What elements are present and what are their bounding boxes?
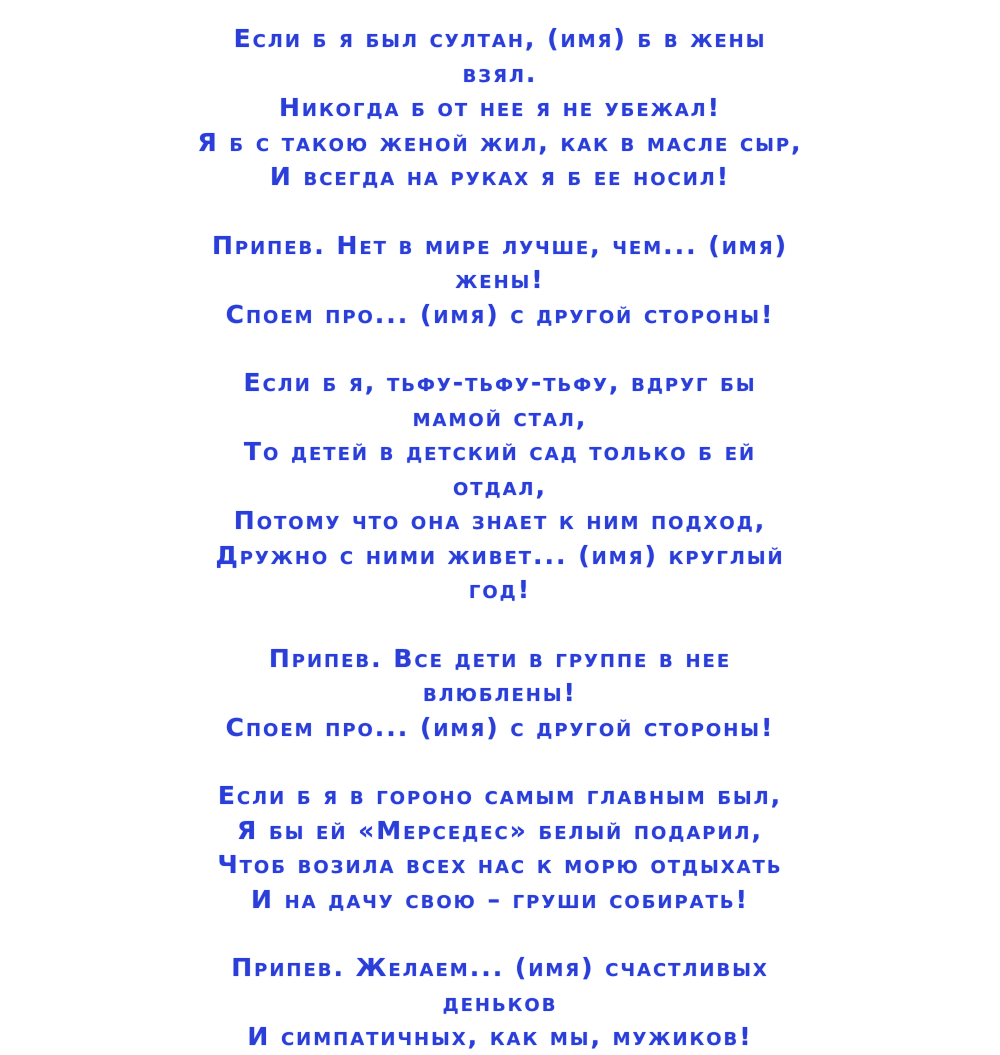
poem-line: Я бы ей «Мерседес» белый подарил, — [237, 815, 763, 845]
poem-line: Если б я, тьфу-тьфу-тьфу, вдруг бы — [243, 368, 757, 397]
poem-line: И симпатичных, как мы, мужиков! — [247, 1022, 753, 1051]
poem-line: Никогда б от нее я не убежал! — [278, 93, 722, 122]
verse-2 — [0, 366, 1000, 608]
poem-line: Припев. Все дети в группе в нее — [268, 643, 732, 673]
poem-line: То детей в детский сад только б ей — [243, 437, 757, 466]
poem-line: И на дачу свою – груши собирать! — [250, 884, 750, 914]
chorus-1 — [0, 229, 1000, 333]
poem-line: Я б с такою женой жил, как в масле сыр, — [197, 127, 803, 157]
poem-line: жены! — [455, 265, 545, 294]
poem-line: Споем про... (имя) с другой стороны! — [225, 712, 775, 742]
poem-line: Припев. Нет в мире лучше, чем... (имя) — [212, 230, 788, 260]
poem-line: отдал, — [453, 471, 547, 501]
poem-line: взял. — [462, 58, 538, 88]
poem-line: год! — [468, 575, 532, 604]
poem-line: влюблены! — [423, 678, 577, 707]
verse-1 — [0, 22, 1000, 195]
poem-line: Если б я в гороно самым главным был, — [217, 781, 783, 810]
chorus-3 — [0, 951, 1000, 1055]
poem-line: деньков — [442, 987, 558, 1017]
poem-text — [0, 22, 1000, 1055]
poem-line: Споем про... (имя) с другой стороны! — [225, 299, 775, 329]
chorus-2 — [0, 642, 1000, 746]
poem-line: Потому что она знает к ним подход, — [233, 506, 767, 535]
poem-line: Чтоб возила всех нас к морю отдыхать — [217, 850, 783, 879]
verse-3 — [0, 779, 1000, 917]
poem-line: Дружно с ними живет... (имя) круглый — [215, 540, 785, 570]
poem-line: Припев. Желаем... (имя) счастливых — [231, 953, 769, 982]
poem-line: мамой стал, — [412, 402, 588, 432]
poem-line: Если б я был султан, (имя) б в жены — [233, 24, 767, 53]
poem-line: И всегда на руках я б ее носил! — [269, 162, 731, 191]
